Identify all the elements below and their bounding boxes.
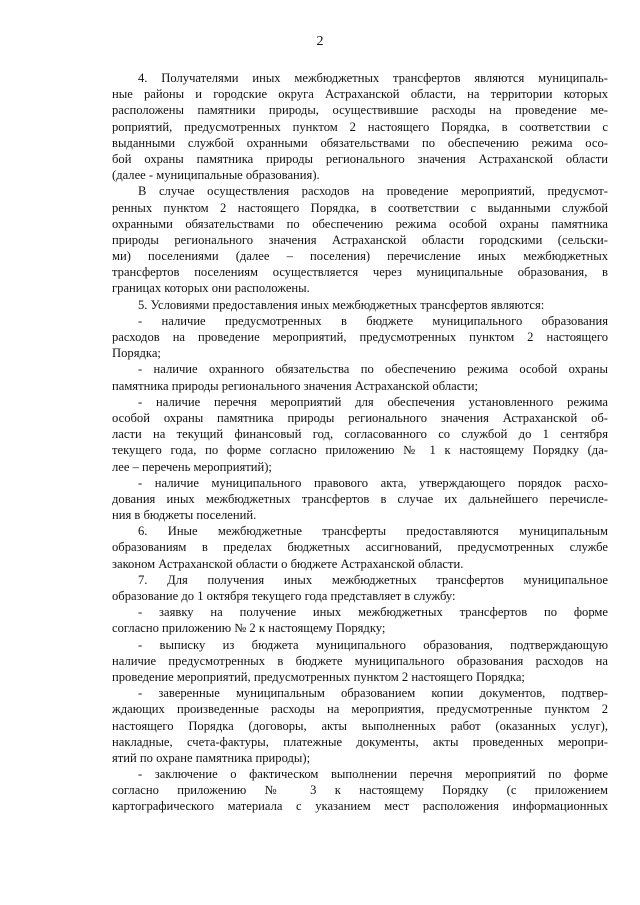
text-line: 6. Иные межбюджетные трансферты предоставляются муниципальным: [138, 524, 608, 539]
text-line: согласно приложению № 2 к настоящему Порядку;: [112, 621, 386, 636]
text-line: ласти на текущий финансовый год, согласованного со службой до 1 сентября: [112, 427, 608, 442]
page-number: 2: [316, 34, 324, 49]
text-line: расположены памятники природы, осуществившие расходы на проведение ме-: [112, 103, 608, 118]
text-line: лее – перечень мероприятий);: [112, 459, 272, 474]
text-line: ятий по охране памятника природы);: [112, 750, 311, 765]
text-line: картографического материала с указанием мест расположения информационных: [112, 799, 608, 814]
text-line: - наличие охранного обязательства по обеспечению режима особой охраны: [138, 362, 608, 377]
text-line: - наличие перечня мероприятий для обеспечения установленного режима: [138, 394, 608, 409]
text-line: - выписку из бюджета муниципального образования, подтверждающую: [138, 637, 608, 652]
text-line: ренных пунктом 2 настоящего Порядка, в соответствии с выданными службой: [112, 200, 608, 215]
text-line: проведение мероприятий, предусмотренных пунктом 2 настоящего Порядка;: [112, 669, 525, 684]
text-line: образование до 1 октября текущего года представляет в службу:: [112, 589, 456, 603]
text-line: - заверенные муниципальным образованием копии документов, подтвер-: [138, 686, 608, 701]
text-line: - наличие предусмотренных в бюджете муниципального образования: [138, 313, 608, 328]
text-line: роприятий, предусмотренных пунктом 2 настоящего Порядка, в соответствии с: [112, 119, 608, 134]
text-line: законом Астраханской области о бюджете Астраханской области.: [112, 556, 464, 571]
text-line: охранными обязательствами по обеспечению режима особой охраны памятника: [112, 216, 608, 231]
text-line: текущего года, по форме согласно приложению № 1 к настоящему Порядку (да-: [112, 443, 608, 458]
text-line: памятника природы регионального значения Астраханской области;: [112, 378, 479, 393]
text-line: Порядка;: [112, 346, 161, 361]
text-line: согласно приложению № 3 к настоящему Порядку (с приложением: [112, 783, 608, 798]
text-line: расходов на проведение мероприятий, предусмотренных пунктом 2 настоящего: [112, 330, 608, 344]
text-line: 5. Условиями предоставления иных межбюджетных трансфертов являются:: [138, 297, 545, 312]
text-line: дования иных межбюджетных трансфертов в случае их дальнейшего перечисле-: [112, 491, 608, 506]
text-line: наличие предусмотренных в бюджете муниципального образования расходов на: [112, 653, 608, 668]
text-line: ния в бюджеты поселений.: [112, 508, 257, 523]
text-line: трансфертов поселениям осуществляется через муниципальные образования, в: [112, 265, 608, 280]
text-line: - заключение о фактическом выполнении перечня мероприятий по форме: [138, 767, 608, 782]
body-text: [112, 70, 608, 815]
text-line: границах которых они расположены.: [112, 281, 310, 296]
text-line: В случае осуществления расходов на проведение мероприятий, предусмот-: [138, 184, 608, 199]
text-line: - наличие муниципального правового акта, утверждающего порядок расхо-: [138, 475, 608, 490]
text-line: ми) поселениями (далее – поселения) перечисление иных межбюджетных: [112, 249, 608, 264]
text-line: бой охраны памятника природы регионального значения Астраханской области: [112, 151, 608, 166]
text-line: природы регионального значения Астраханской области городскими (сельски-: [112, 232, 608, 247]
text-line: ные районы и городские округа Астраханской области, на территории которых: [112, 87, 608, 102]
text-line: ждающих произведенные расходы на мероприятия, предусмотренные пунктом 2: [112, 702, 608, 717]
text-line: образованиям в пределах бюджетных ассигнований, предусмотренных службе: [112, 540, 608, 555]
text-line: особой охраны памятника природы регионального значения Астраханской об-: [112, 410, 608, 425]
text-line: 7. Для получения иных межбюджетных трансфертов муниципальное: [138, 572, 608, 587]
text-line: - заявку на получение иных межбюджетных трансфертов по форме: [138, 605, 608, 620]
text-line: 4. Получателями иных межбюджетных трансфертов являются муниципаль-: [138, 71, 608, 85]
text-line: (далее - муниципальные образования).: [112, 168, 320, 183]
text-line: выданными службой охранными обязательствами по обеспечению режима осо-: [112, 135, 608, 150]
text-line: настоящего Порядка (договоры, акты выполненных работ (оказанных услуг),: [112, 718, 608, 733]
text-line: накладные, счета-фактуры, платежные документы, акты проведенных меропри-: [112, 734, 608, 749]
